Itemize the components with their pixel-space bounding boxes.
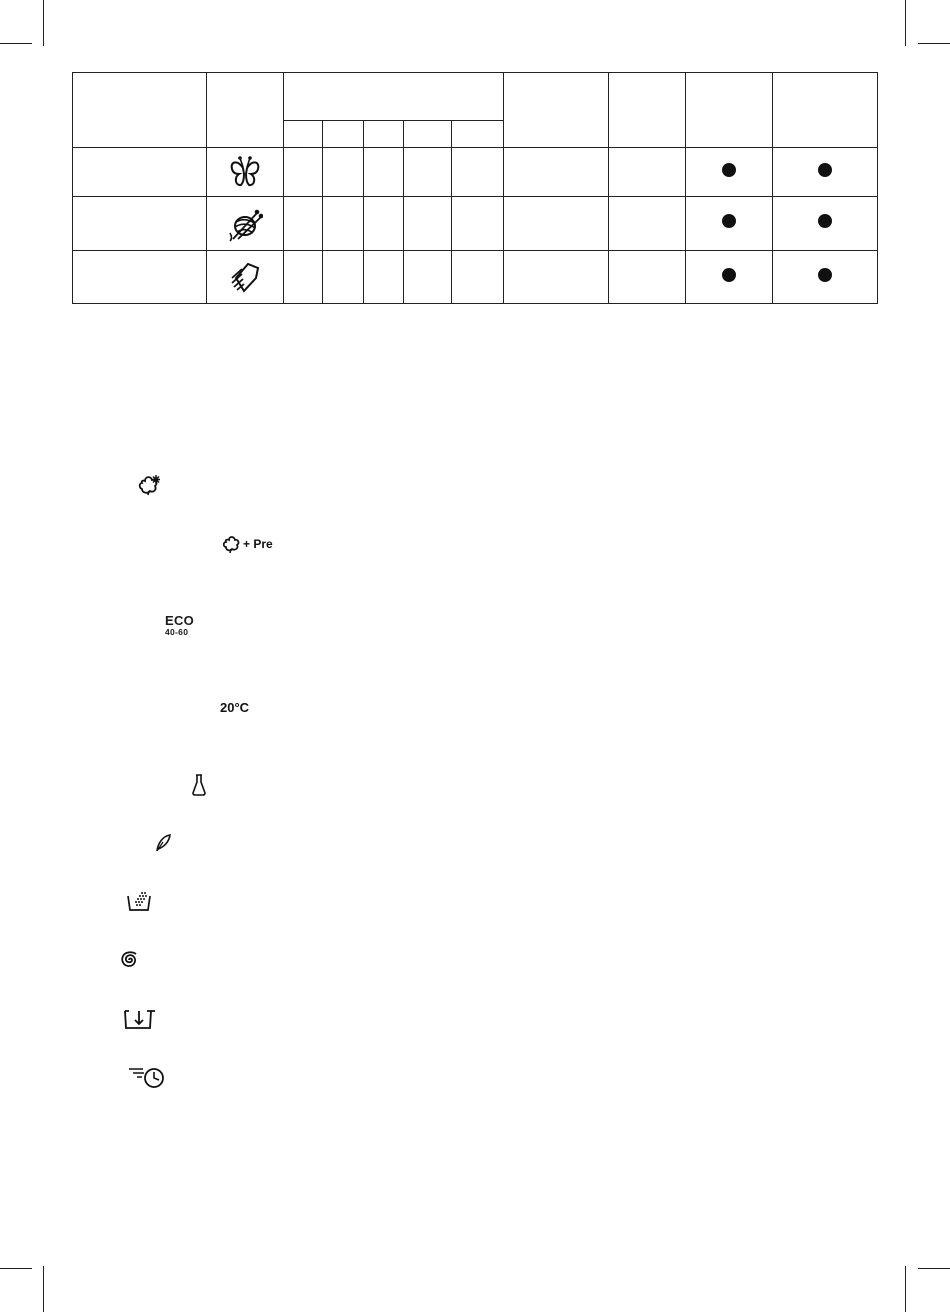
header-sub-cell <box>452 121 504 148</box>
header-sub-cell <box>323 121 364 148</box>
program-name-cell <box>73 197 207 251</box>
header-cell-col11 <box>773 73 878 148</box>
table-row <box>73 251 878 304</box>
col10-cell <box>686 148 773 197</box>
feather-icon <box>154 833 172 853</box>
basin-dots-icon <box>126 890 152 912</box>
header-row <box>73 73 878 121</box>
symbol-cell <box>207 148 284 197</box>
header-sub-cell <box>364 121 404 148</box>
cotton-prewash-symbol <box>221 534 273 554</box>
eco-label: ECO <box>165 613 195 628</box>
filled-dot <box>722 268 736 282</box>
eco-symbol <box>165 614 194 637</box>
crop-mark-bottom-left-h <box>0 1268 32 1269</box>
filled-dot <box>722 214 736 228</box>
col8-cell <box>504 148 609 197</box>
col10-cell <box>686 251 773 304</box>
filled-dot <box>818 163 832 177</box>
temp-cell <box>364 251 404 304</box>
col11-cell <box>773 197 878 251</box>
shirts-icon <box>228 258 262 296</box>
temp-cell <box>452 148 504 197</box>
col9-cell <box>609 197 686 251</box>
eco-range-label: 40-60 <box>165 627 189 637</box>
crop-mark-bottom-right <box>905 1266 906 1312</box>
crop-mark-top-right <box>905 0 906 46</box>
header-cell-col10 <box>686 73 773 148</box>
filled-dot <box>722 163 736 177</box>
temp-cell <box>364 197 404 251</box>
header-cell-temperature-group <box>284 73 504 121</box>
cotton-icon <box>221 534 241 554</box>
symbol-cell <box>207 197 284 251</box>
crop-mark-top-right-h <box>918 43 950 44</box>
table-row <box>73 148 878 197</box>
temp-cell <box>452 251 504 304</box>
quick-wash-symbol <box>127 1064 167 1090</box>
filled-dot <box>818 268 832 282</box>
basin-arrow-icon <box>123 1007 157 1031</box>
crop-mark-bottom-right-h <box>918 1268 950 1269</box>
temp-cell <box>323 148 364 197</box>
crop-mark-bottom-left <box>43 1266 44 1312</box>
temp-cell <box>404 251 452 304</box>
fast-clock-icon <box>127 1064 167 1090</box>
temp-cell <box>452 197 504 251</box>
col8-cell <box>504 251 609 304</box>
drain-symbol <box>123 1007 157 1031</box>
prewash-suffix: + Pre <box>243 537 273 551</box>
temp-cell <box>404 197 452 251</box>
col11-cell <box>773 251 878 304</box>
symbol-cell <box>207 251 284 304</box>
prewash-basin-symbol <box>126 890 152 912</box>
temp-20-symbol <box>220 699 249 717</box>
temp-cell <box>284 148 323 197</box>
header-cell-symbol <box>207 73 284 148</box>
butterfly-icon <box>228 154 262 190</box>
filled-dot <box>818 214 832 228</box>
crop-mark-top-left <box>43 0 44 46</box>
header-sub-cell <box>404 121 452 148</box>
col8-cell <box>504 197 609 251</box>
program-name-cell <box>73 148 207 197</box>
crop-mark-top-left-h <box>0 43 32 44</box>
temp-cell <box>404 148 452 197</box>
cotton-sun-icon <box>136 473 162 497</box>
feather-symbol <box>154 833 172 853</box>
temp-cell <box>284 197 323 251</box>
flask-icon <box>191 773 207 797</box>
header-cell-col8 <box>504 73 609 148</box>
header-sub-cell <box>284 121 323 148</box>
col9-cell <box>609 148 686 197</box>
col10-cell <box>686 197 773 251</box>
program-name-cell <box>73 251 207 304</box>
flask-symbol <box>191 773 207 797</box>
temp-cell <box>323 197 364 251</box>
temp-20-label: 20°C <box>220 700 250 715</box>
program-table <box>72 72 878 304</box>
wool-icon <box>227 205 263 243</box>
temp-cell <box>323 251 364 304</box>
spiral-icon <box>118 949 140 971</box>
header-cell-col9 <box>609 73 686 148</box>
table-row <box>73 197 878 251</box>
col9-cell <box>609 251 686 304</box>
col11-cell <box>773 148 878 197</box>
temp-cell <box>284 251 323 304</box>
spin-symbol <box>118 949 140 971</box>
temp-cell <box>364 148 404 197</box>
cotton-intensive-symbol <box>136 473 162 497</box>
header-cell-program <box>73 73 207 148</box>
